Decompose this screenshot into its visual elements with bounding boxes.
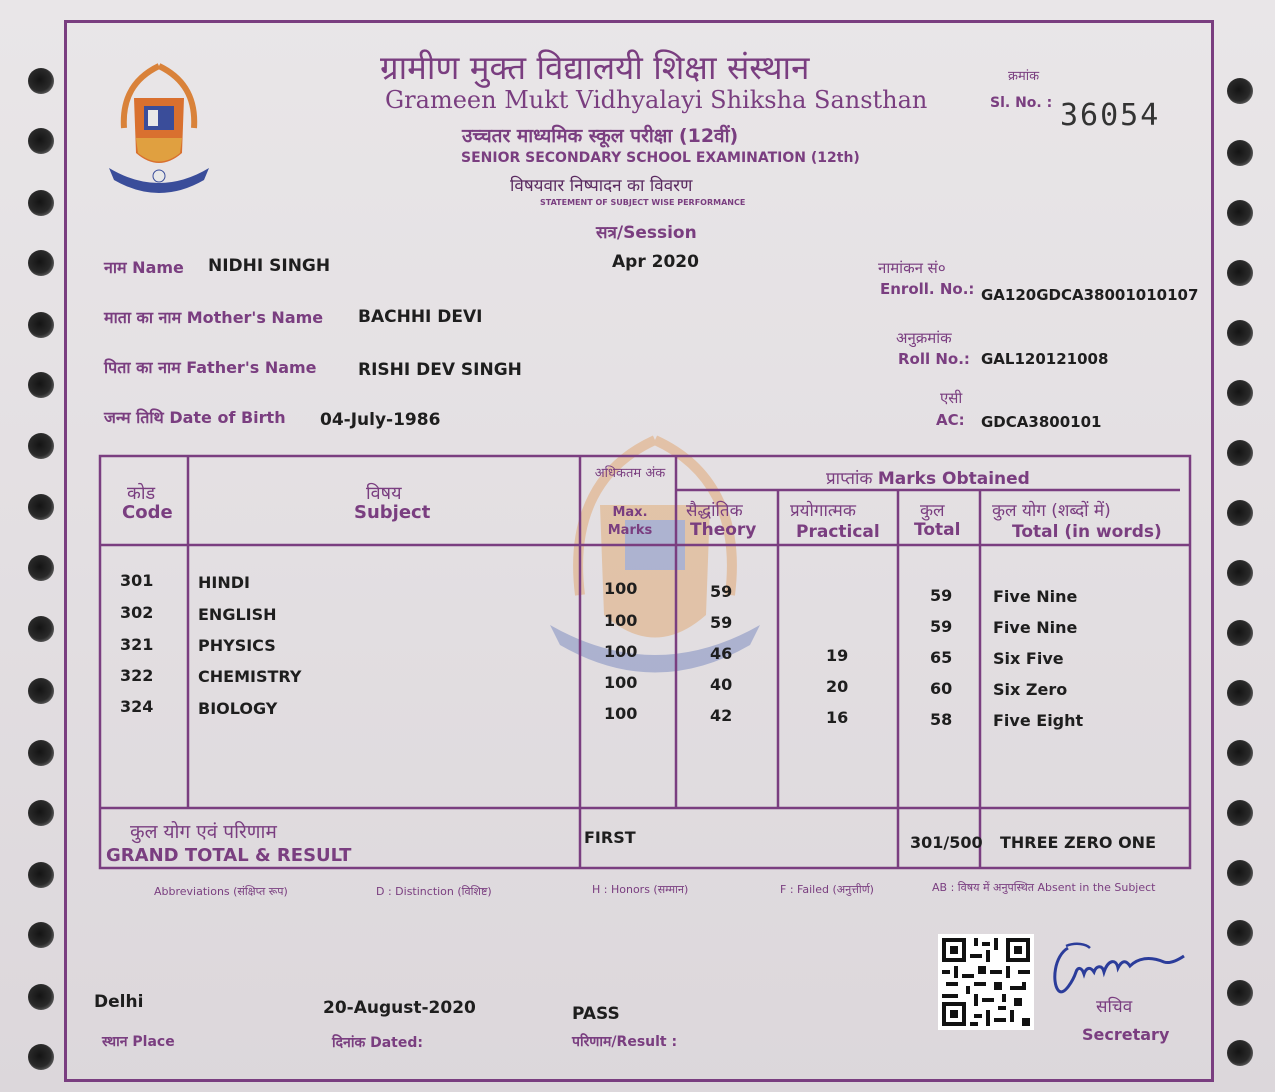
practical-header-hindi: प्रयोगात्मक bbox=[790, 501, 856, 521]
words-header: Total (in words) bbox=[1012, 522, 1162, 542]
row-code: 322 bbox=[120, 666, 154, 685]
row-max: 100 bbox=[604, 579, 638, 598]
row-theory: 46 bbox=[710, 644, 733, 663]
row-theory: 59 bbox=[710, 613, 733, 632]
row-code: 324 bbox=[120, 697, 154, 716]
row-theory: 40 bbox=[710, 675, 733, 694]
title-english: Grameen Mukt Vidhyalayi Shiksha Sansthan bbox=[385, 86, 928, 114]
place-label: स्थान Place bbox=[102, 1034, 175, 1050]
enroll-number: GA120GDCA38001010107 bbox=[981, 286, 1199, 304]
row-code: 301 bbox=[120, 571, 154, 590]
row-max: 100 bbox=[604, 642, 638, 661]
date-value: 20-August-2020 bbox=[323, 998, 476, 1018]
theory-header: Theory bbox=[690, 520, 757, 540]
row-subject: BIOLOGY bbox=[198, 699, 278, 718]
subject-header: Subject bbox=[354, 502, 431, 523]
result-division: FIRST bbox=[584, 828, 636, 847]
grand-total-marks: 301/500 bbox=[910, 833, 983, 852]
row-words: Five Eight bbox=[993, 711, 1084, 730]
mother-name: BACHHI DEVI bbox=[358, 307, 483, 327]
secretary-label: Secretary bbox=[1082, 1025, 1170, 1044]
serial-label-hindi: क्रमांक bbox=[1008, 69, 1040, 84]
dob-label: जन्म तिथि Date of Birth bbox=[104, 408, 286, 427]
secretary-label-hindi: सचिव bbox=[1096, 997, 1133, 1017]
total-header-hindi: कुल bbox=[920, 501, 945, 521]
row-max: 100 bbox=[604, 704, 638, 723]
row-subject: PHYSICS bbox=[198, 636, 276, 655]
roll-label-hindi: अनुक्रमांक bbox=[896, 329, 952, 347]
row-code: 302 bbox=[120, 603, 154, 622]
abbrev-absent: AB : विषय में अनुपस्थित Absent in the Subject bbox=[932, 881, 1156, 894]
row-words: Six Five bbox=[993, 649, 1064, 668]
row-words: Five Nine bbox=[993, 618, 1078, 637]
row-total: 58 bbox=[930, 710, 953, 729]
enroll-label: Enroll. No.: bbox=[880, 280, 975, 298]
total-header: Total bbox=[914, 520, 961, 540]
mother-label: माता का नाम Mother's Name bbox=[104, 308, 324, 327]
date-label: दिनांक Dated: bbox=[332, 1035, 423, 1051]
row-words: Five Nine bbox=[993, 587, 1078, 606]
place-value: Delhi bbox=[94, 992, 144, 1012]
row-total: 60 bbox=[930, 679, 953, 698]
code-header-hindi: कोड bbox=[127, 483, 156, 504]
qr-code bbox=[938, 934, 1034, 1030]
row-total: 59 bbox=[930, 617, 953, 636]
abbreviations-label: Abbreviations (संक्षिप्त रूप) bbox=[154, 885, 288, 898]
practical-header: Practical bbox=[796, 522, 880, 542]
session-value: Apr 2020 bbox=[612, 252, 699, 272]
date-of-birth: 04-July-1986 bbox=[320, 410, 441, 430]
row-code: 321 bbox=[120, 635, 154, 654]
row-subject: HINDI bbox=[198, 573, 250, 592]
max-header-hindi: अधिकतम अंक bbox=[594, 466, 666, 481]
grand-total-words: THREE ZERO ONE bbox=[1000, 833, 1156, 852]
row-total: 65 bbox=[930, 648, 953, 667]
serial-number: 36054 bbox=[1060, 98, 1161, 133]
roll-label: Roll No.: bbox=[898, 350, 970, 368]
words-header-hindi: कुल योग (शब्दों में) bbox=[992, 501, 1111, 521]
ac-code: GDCA3800101 bbox=[981, 413, 1102, 431]
father-name: RISHI DEV SINGH bbox=[358, 360, 522, 380]
ac-label: AC: bbox=[936, 411, 965, 429]
student-name: NIDHI SINGH bbox=[208, 256, 331, 276]
grand-total-label-hindi: कुल योग एवं परिणाम bbox=[130, 821, 277, 843]
result-value: PASS bbox=[572, 1004, 620, 1024]
grand-total-label: GRAND TOTAL & RESULT bbox=[106, 845, 352, 866]
roll-number: GAL120121008 bbox=[981, 350, 1109, 368]
title-hindi: ग्रामीण मुक्त विद्यालयी शिक्षा संस्थान bbox=[380, 48, 810, 87]
row-max: 100 bbox=[604, 611, 638, 630]
row-subject: CHEMISTRY bbox=[198, 667, 302, 686]
ac-label-hindi: एसी bbox=[940, 389, 963, 407]
code-header: Code bbox=[122, 502, 173, 523]
exam-hindi: उच्चतर माध्यमिक स्कूल परीक्षा (12वीं) bbox=[462, 125, 739, 147]
row-subject: ENGLISH bbox=[198, 605, 277, 624]
result-label: परिणाम/Result : bbox=[572, 1034, 678, 1050]
row-words: Six Zero bbox=[993, 680, 1068, 699]
row-max: 100 bbox=[604, 673, 638, 692]
row-theory: 59 bbox=[710, 582, 733, 601]
serial-label: Sl. No. : bbox=[990, 95, 1053, 111]
statement-english: STATEMENT OF SUBJECT WISE PERFORMANCE bbox=[540, 198, 746, 207]
row-practical: 19 bbox=[826, 646, 849, 665]
enroll-label-hindi: नामांकन सं० bbox=[878, 259, 946, 277]
name-label: नाम Name bbox=[104, 258, 184, 277]
statement-hindi: विषयवार निष्पादन का विवरण bbox=[510, 176, 693, 196]
abbrev-failed: F : Failed (अनुत्तीर्ण) bbox=[780, 883, 874, 896]
row-practical: 20 bbox=[826, 677, 849, 696]
row-theory: 42 bbox=[710, 706, 733, 725]
obtained-header: प्राप्तांक Marks Obtained bbox=[826, 469, 1030, 489]
session-label: सत्र/Session bbox=[596, 223, 697, 243]
father-label: पिता का नाम Father's Name bbox=[104, 358, 317, 377]
row-total: 59 bbox=[930, 586, 953, 605]
max-header: Max. Marks bbox=[607, 505, 653, 538]
abbrev-honors: H : Honors (सम्मान) bbox=[592, 883, 689, 896]
abbrev-distinction: D : Distinction (विशिष्ट) bbox=[376, 885, 492, 898]
subject-header-hindi: विषय bbox=[366, 483, 402, 504]
exam-english: SENIOR SECONDARY SCHOOL EXAMINATION (12th) bbox=[461, 150, 860, 166]
theory-header-hindi: सैद्धांतिक bbox=[686, 501, 743, 521]
row-practical: 16 bbox=[826, 708, 849, 727]
